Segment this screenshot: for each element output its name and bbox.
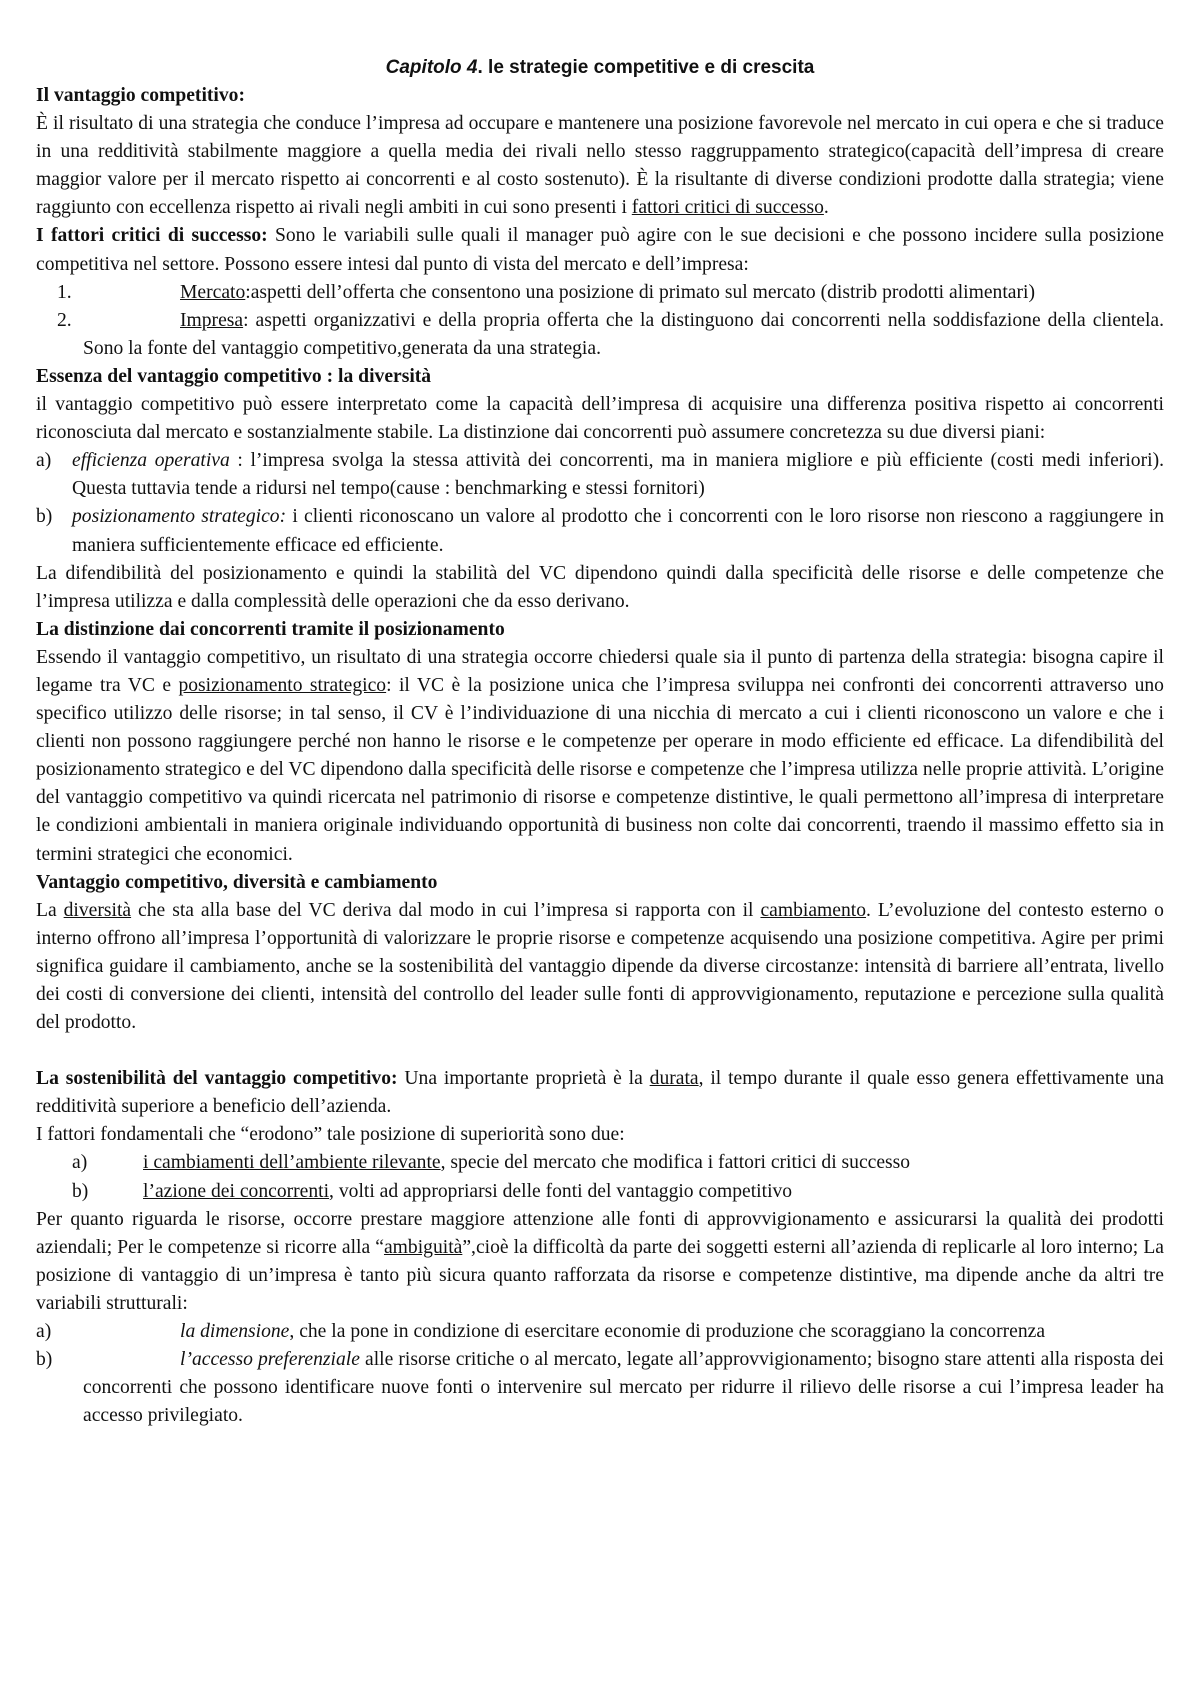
item-text: , volti ad appropriarsi delle fonti del vantaggio competitivo: [329, 1180, 793, 1202]
section-heading-essenza: Essenza del vantaggio competitivo : la diversità: [36, 365, 432, 387]
paragraph-difendibilita: La difendibilità del posizionamento e quindi la stabilità del VC dipendono quindi dalla specificità delle risorse e delle competenze che l’impresa utilizza e dalla complessità delle operazioni che da esso derivano.: [36, 562, 1164, 612]
section-heading-vantaggio: Il vantaggio competitivo:: [36, 85, 245, 106]
text-run: . L’evoluzione del contesto esterno o interno offrono all’impresa l’opportunità di valorizzare le proprie risorse e competenze acquisendo una posizione competitiva. Agire per primi significa guidare il cambiamento, anche se la sostenibilità del vantaggio dipende da diverse circostanze: intensità di barriere all’entrata, livello dei costi di conversione dei clienti, intensità del controllo del leader sulle fonti di approvvigionamento, reputazione e percezione sulla qualità del prodotto.: [36, 899, 1164, 1034]
underlined-term: cambiamento: [760, 899, 867, 921]
item-text: , specie del mercato che modifica i fattori critici di successo: [440, 1152, 911, 1174]
italic-term: la dimensione: [180, 1321, 290, 1343]
list-marker: b): [72, 1180, 89, 1202]
paragraph-fattori-erosione: I fattori fondamentali che “erodono” tale posizione di superiorità sono due:: [36, 1124, 625, 1146]
list-marker: 2.: [57, 309, 72, 331]
paragraph-distinzione: [36, 644, 1164, 869]
underlined-term: ambiguità: [383, 1236, 463, 1258]
paragraph-vantaggio: [36, 110, 1164, 222]
text-run: Essendo il vantaggio competitivo, un risultato di una strategia occorre chiedersi quale sia il punto di partenza della strategia: bisogna capire il legame tra VC e: [36, 646, 1164, 696]
paragraph-risorse-competenze: [36, 1206, 1164, 1318]
item-text: , che la pone in condizione di esercitare economie di produzione che scoraggiano la concorrenza: [289, 1321, 1046, 1343]
underlined-term: posizionamento strategico: [178, 674, 387, 696]
italic-term: posizionamento strategico:: [72, 506, 287, 528]
text-run: che sta alla base del VC deriva dal modo in cui l’impresa si rapporta con il: [131, 899, 761, 921]
page-title: [36, 54, 1164, 82]
section-heading-distinzione: La distinzione dai concorrenti tramite il posizionamento: [36, 618, 505, 640]
underlined-term: i cambiamenti dell’ambiente rilevante: [143, 1152, 441, 1174]
item-text: : l’impresa svolga la stessa attività dei concorrenti, ma in maniera migliore e più efficiente (costi medi inferiori). Questa tuttavia tende a ridursi nel tempo(cause : benchmarking e stessi fornitori): [72, 450, 1164, 500]
item-text: alle risorse critiche o al mercato, legate all’approvvigionamento; bisogno stare attenti alla risposta dei concorrenti che possono identificare nuove fonti o intervenire sul mercato per ridurre il rilievo delle risorse a cui l’impresa leader ha accesso privilegiato.: [83, 1349, 1164, 1427]
paragraph-sostenibilita: [36, 1065, 1164, 1121]
section-heading-cambiamento: Vantaggio competitivo, diversità e cambiamento: [36, 871, 438, 893]
text-run: Una importante proprietà è la: [397, 1068, 650, 1090]
list-marker: a): [72, 1152, 88, 1174]
paragraph-essenza: il vantaggio competitivo può essere interpretato come la capacità dell’impresa di acquisire una differenza positiva rispetto ai concorrenti riconosciuta dal mercato e sostanzialmente stabile. La distinzione dai concorrenti può assumere concretezza su due diversi piani:: [36, 394, 1164, 444]
text-run: Per quanto riguarda le risorse, occorre prestare maggiore attenzione alle fonti di approvvigionamento e assicurarsi la qualità dei prodotti aziendali; Per le competenze si ricorre alla “: [36, 1208, 1164, 1258]
text-run: , il tempo durante il quale esso genera effettivamente una redditività superiore a beneficio dell’azienda.: [36, 1068, 1164, 1118]
underlined-term: Mercato: [180, 281, 246, 303]
chapter-title: . le strategie competitive e di crescita: [477, 57, 815, 78]
underlined-term: l’azione dei concorrenti: [143, 1180, 330, 1202]
paragraph-fattori-critici: [36, 222, 1164, 278]
lettered-item: [36, 1149, 1164, 1177]
list-marker: 1.: [57, 281, 72, 303]
section-heading-sostenibilita: La sostenibilità del vantaggio competitivo:: [36, 1068, 398, 1090]
paragraph-cambiamento: [36, 897, 1164, 1037]
section-heading-fattori: I fattori critici di successo:: [36, 225, 268, 247]
numbered-item: [36, 279, 1164, 307]
numbered-item: [36, 307, 1164, 363]
text-run: : il VC è la posizione unica che l’impresa sviluppa nei confronti dei concorrenti attraverso uno specifico utilizzo delle risorse; in tal senso, il CV è l’individuazione di una nicchia di mercato a cui i clienti riconoscono un valore e che i clienti non possono raggiungere perché non hanno le risorse e le competenze per operare in modo efficiente ed efficace. La difendibilità del posizionamento strategico e del VC dipendono dalla specificità delle risorse e competenze che l’impresa utilizza nelle proprie attività. L’origine del vantaggio competitivo va quindi ricercata nel patrimonio di risorse e competenze distintive, le quali permettono all’impresa di interpretare le condizioni ambientali in maniera originale individuando opportunità di business non colte dai concorrenti, traendo il massimo effetto sia in termini strategici che economici.: [36, 674, 1164, 865]
text-run: ”,cioè la difficoltà da parte dei soggetti esterni all’azienda di replicarle al loro interno; La posizione di vantaggio di un’impresa è tanto più sicura quanto rafforzata da risorse e competenze distintive, ma dipende anche da altri tre variabili strutturali:: [36, 1236, 1164, 1314]
item-text: i clienti riconoscano un valore al prodotto che i concorrenti con le loro risorse non riescono a raggiungere in maniera sufficientemente efficace ed efficiente.: [72, 506, 1165, 556]
item-text: : aspetti organizzativi e della propria offerta che la distinguono dai concorrenti nella soddisfazione della clientela. Sono la fonte del vantaggio competitivo,generata da una strategia.: [83, 309, 1164, 359]
list-marker: b): [36, 506, 53, 528]
italic-term: efficienza operativa: [72, 450, 230, 472]
underlined-term: Impresa: [180, 309, 244, 331]
list-marker: a): [36, 1321, 52, 1343]
lettered-item: [36, 1178, 1164, 1206]
lettered-item: [36, 1346, 1164, 1430]
text-run: La: [36, 899, 64, 921]
lettered-item: [36, 503, 1164, 559]
list-marker: b): [36, 1349, 53, 1371]
lettered-item: [36, 447, 1164, 503]
item-text: :aspetti dell’offerta che consentono una posizione di primato sul mercato (distrib prodotti alimentari): [245, 281, 1035, 303]
text-run: Sono le variabili sulle quali il manager può agire con le sue decisioni e che possono incidere sulla posizione competitiva nel settore. Possono essere intesi dal punto di vista del mercato e dell’impresa:: [36, 225, 1165, 275]
underlined-term: durata: [649, 1068, 699, 1090]
text-run: .: [823, 197, 829, 219]
text-run: È il risultato di una strategia che conduce l’impresa ad occupare e mantenere una posizione favorevole nel mercato in cui opera e che si traduce in una redditività stabilmente maggiore a quella media dei rivali nello stesso raggruppamento strategico(capacità dell’impresa di creare maggior valore per il mercato rispetto ai concorrenti e al costo sostenuto). È la risultante di diverse condizioni prodotte dalla strategia; viene raggiunto con eccellenza rispetto ai rivali negli ambiti in cui sono presenti i: [36, 113, 1164, 219]
italic-term: l’accesso preferenziale: [180, 1349, 360, 1371]
underlined-term: fattori critici di successo: [631, 197, 824, 219]
chapter-label: Capitolo 4: [385, 57, 478, 78]
underlined-term: diversità: [63, 899, 132, 921]
lettered-item: [36, 1318, 1164, 1346]
list-marker: a): [36, 450, 52, 472]
